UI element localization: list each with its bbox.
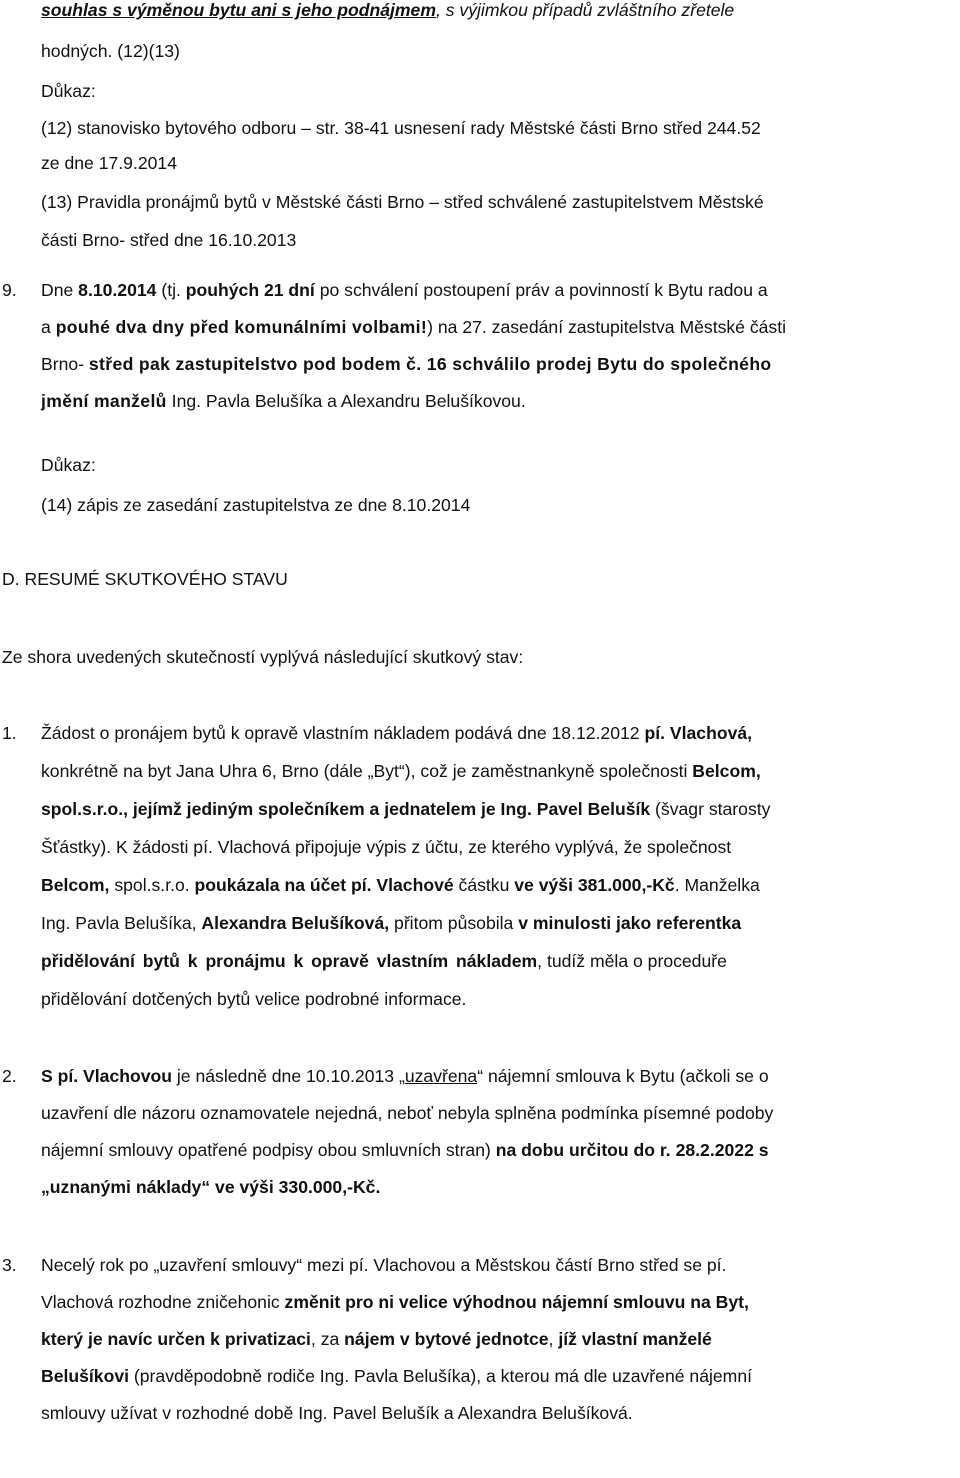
p2-line-1: S pí. Vlachovou je následně dne 10.10.2013 „uzavřena“ nájemní smlouva k Bytu (ačkoli se o [41, 1066, 769, 1086]
proof-label: Důkaz: [41, 455, 96, 475]
item-number: 3. [2, 1255, 17, 1275]
item9-line-2: a pouhé dva dny před komunálními volbami!) na 27. zasedání zastupitelstva Městské části [41, 317, 787, 337]
p1-line-7: přidělování bytů k pronájmu k opravě vlastním nákladem, tudíž měla o proceduře [41, 951, 727, 971]
evidence-14: (14) zápis ze zasedání zastupitelstva ze dne 8.10.2014 [41, 495, 471, 515]
section-heading: D. RESUMÉ SKUTKOVÉHO STAVU [2, 569, 288, 589]
section-intro: Ze shora uvedených skutečností vyplývá následující skutkový stav: [2, 647, 524, 667]
p3-line-2: Vlachová rozhodne zničehonic změnit pro ni velice výhodnou nájemní smlouvu na Byt, [41, 1292, 749, 1312]
p1-line-4: Šťástky). K žádosti pí. Vlachová připojuje výpis z účtu, ze kterého vyplývá, že společnost [41, 837, 732, 857]
p1-line-1: Žádost o pronájem bytů k opravě vlastním nákladem podává dne 18.12.2012 pí. Vlachová, [41, 723, 753, 743]
item-number: 2. [2, 1066, 17, 1086]
p3-line-5: smlouvy užívat v rozhodné době Ing. Pavel Belušík a Alexandra Belušíková. [41, 1403, 633, 1423]
intro-line-2: hodných. (12)(13) [41, 41, 180, 61]
p1-line-3: spol.s.r.o., jejímž jediným společníkem a jednatelem je Ing. Pavel Belušík (švagr starosty [41, 799, 771, 819]
evidence-13-date: části Brno- střed dne 16.10.2013 [41, 230, 297, 250]
intro-line-1: souhlas s výměnou bytu ani s jeho podnájmem, s výjimkou případů zvláštního zřetele [41, 0, 735, 20]
p3-line-4: Belušíkovi (pravděpodobně rodiče Ing. Pavla Belušíka), a kterou má dle uzavřené nájemní [41, 1366, 753, 1386]
item9-line-4: jmění manželů Ing. Pavla Belušíka a Alexandru Belušíkovou. [41, 391, 526, 411]
p1-line-2: konkrétně na byt Jana Uhra 6, Brno (dále „Byt“), což je zaměstnankyně společnosti Belcom, [41, 761, 761, 781]
p3-line-3: který je navíc určen k privatizaci, za nájem v bytové jednotce, jíž vlastní manželé [41, 1329, 712, 1349]
evidence-13: (13) Pravidla pronájmů bytů v Městské části Brno – střed schválené zastupitelstvem Městské [41, 192, 764, 212]
evidence-12: (12) stanovisko bytového odboru – str. 38-41 usnesení rady Městské části Brno střed 244.52 [41, 118, 761, 138]
item9-line-1: Dne 8.10.2014 (tj. pouhých 21 dní po schválení postoupení práv a povinností k Bytu radou a [41, 280, 768, 300]
item9-line-3: Brno- střed pak zastupitelstvo pod bodem č. 16 schválilo prodej Bytu do společného [41, 354, 772, 374]
item-number: 1. [2, 723, 17, 743]
proof-label: Důkaz: [41, 81, 96, 101]
p1-line-6: Ing. Pavla Belušíka, Alexandra Belušíková, přitom působila v minulosti jako referentka [41, 913, 742, 933]
p1-line-5: Belcom, spol.s.r.o. poukázala na účet pí. Vlachové částku ve výši 381.000,-Kč. Manželka [41, 875, 760, 895]
p1-line-8: přidělování dotčených bytů velice podrobné informace. [41, 989, 467, 1009]
item-number: 9. [2, 280, 17, 300]
p2-line-4: „uznanými náklady“ ve výši 330.000,-Kč. [41, 1177, 381, 1197]
p2-line-3: nájemní smlouvy opatřené podpisy obou smluvních stran) na dobu určitou do r. 28.2.2022 s [41, 1140, 769, 1160]
p3-line-1: Necelý rok po „uzavření smlouvy“ mezi pí. Vlachovou a Městskou částí Brno střed se pí. [41, 1255, 727, 1275]
p2-line-2: uzavření dle názoru oznamovatele nejedná, neboť nebyla splněna podmínka písemné podoby [41, 1103, 774, 1123]
evidence-12-date: ze dne 17.9.2014 [41, 153, 177, 173]
